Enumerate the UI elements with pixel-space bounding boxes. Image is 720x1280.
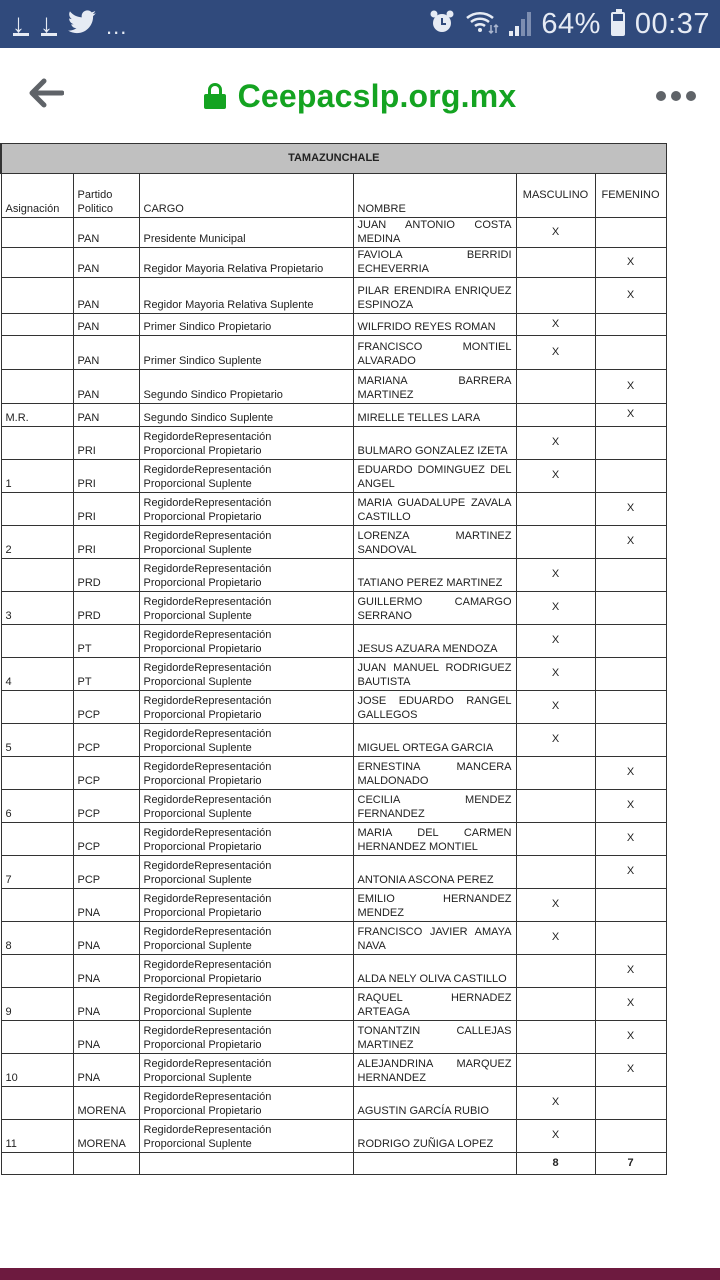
table-row bbox=[1, 404, 666, 427]
cell-nombre bbox=[353, 889, 516, 922]
cell-femenino: X bbox=[595, 790, 666, 823]
download-icon bbox=[12, 11, 30, 37]
cell-masculino: X bbox=[516, 691, 595, 724]
cell-nombre bbox=[353, 823, 516, 856]
lock-icon bbox=[204, 83, 226, 109]
cell-asignacion bbox=[1, 218, 73, 248]
cell-cargo: RegidordeRepresentación Proporcional Suplente bbox=[139, 724, 353, 757]
cell-nombre bbox=[353, 336, 516, 370]
cell-nombre bbox=[353, 559, 516, 592]
cell-cargo: RegidordeRepresentación Proporcional Propietario bbox=[139, 493, 353, 526]
cell-asignacion: 2 bbox=[1, 526, 73, 559]
cell-asignacion: 4 bbox=[1, 658, 73, 691]
cell-masculino bbox=[516, 955, 595, 988]
nombre-text: TATIANO PEREZ MARTINEZ bbox=[357, 576, 503, 589]
download-icon bbox=[40, 11, 58, 37]
cell-partido: PNA bbox=[73, 1054, 139, 1087]
totals-row bbox=[1, 1153, 666, 1175]
table-row bbox=[1, 370, 666, 404]
cell-femenino: X bbox=[595, 757, 666, 790]
cell-partido: PAN bbox=[73, 278, 139, 314]
cell-cargo: Regidor Mayoria Relativa Propietario bbox=[139, 248, 353, 278]
cell-cargo: RegidordeRepresentación Proporcional Propietario bbox=[139, 889, 353, 922]
nombre-text: FRANCISCO MONTIEL ALVARADO bbox=[357, 341, 512, 367]
cell-masculino bbox=[516, 988, 595, 1021]
cell-partido: PRI bbox=[73, 526, 139, 559]
cell-nombre bbox=[353, 404, 516, 427]
cell-femenino bbox=[595, 1120, 666, 1153]
header-cargo: CARGO bbox=[139, 174, 353, 218]
cell-femenino bbox=[595, 1087, 666, 1120]
cell-femenino bbox=[595, 691, 666, 724]
nombre-text: LORENZA MARTINEZ SANDOVAL bbox=[357, 530, 512, 556]
nombre-text: MARIA DEL CARMEN HERNANDEZ MONTIEL bbox=[357, 827, 512, 853]
results-table bbox=[0, 143, 667, 1175]
nombre-text: EDUARDO DOMINGUEZ DEL ANGEL bbox=[357, 464, 512, 490]
cell-masculino bbox=[516, 856, 595, 889]
cell-femenino bbox=[595, 922, 666, 955]
nombre-text: WILFRIDO REYES ROMAN bbox=[357, 320, 496, 333]
cell-nombre bbox=[353, 856, 516, 889]
cell-asignacion: 1 bbox=[1, 460, 73, 493]
nombre-text: FRANCISCO JAVIER AMAYA NAVA bbox=[357, 926, 512, 952]
cell-partido: PAN bbox=[73, 248, 139, 278]
cell-nombre bbox=[353, 625, 516, 658]
cell-masculino: X bbox=[516, 1087, 595, 1120]
cell-cargo: RegidordeRepresentación Proporcional Propietario bbox=[139, 1087, 353, 1120]
cell-femenino: X bbox=[595, 1021, 666, 1054]
cell-masculino: X bbox=[516, 427, 595, 460]
table-row bbox=[1, 691, 666, 724]
cell-masculino: X bbox=[516, 889, 595, 922]
cell-cargo: Segundo Sindico Suplente bbox=[139, 404, 353, 427]
cell-nombre bbox=[353, 248, 516, 278]
header-nombre: NOMBRE bbox=[353, 174, 516, 218]
header-row bbox=[1, 174, 666, 218]
cell-partido: PNA bbox=[73, 889, 139, 922]
cell-femenino bbox=[595, 559, 666, 592]
more-options-button[interactable] bbox=[656, 91, 696, 101]
cell-asignacion bbox=[1, 370, 73, 404]
nombre-text: EMILIO HERNANDEZ MENDEZ bbox=[357, 893, 512, 919]
cell-partido: PCP bbox=[73, 790, 139, 823]
cell-nombre bbox=[353, 218, 516, 248]
cell-cargo: RegidordeRepresentación Proporcional Suplente bbox=[139, 526, 353, 559]
nombre-text: JUAN MANUEL RODRIGUEZ BAUTISTA bbox=[357, 662, 512, 688]
nombre-text: FAVIOLA BERRIDI ECHEVERRIA bbox=[357, 249, 512, 275]
cell-asignacion bbox=[1, 889, 73, 922]
cell-partido: PRI bbox=[73, 460, 139, 493]
empty-cell bbox=[1, 1153, 73, 1175]
cell-nombre bbox=[353, 790, 516, 823]
nombre-text: PILAR ERENDIRA ENRIQUEZ ESPINOZA bbox=[357, 285, 512, 311]
empty-cell bbox=[73, 1153, 139, 1175]
cell-nombre bbox=[353, 757, 516, 790]
cell-partido: PCP bbox=[73, 724, 139, 757]
cell-asignacion: 7 bbox=[1, 856, 73, 889]
cell-nombre bbox=[353, 1021, 516, 1054]
table-row bbox=[1, 658, 666, 691]
cell-asignacion bbox=[1, 559, 73, 592]
table-row bbox=[1, 427, 666, 460]
cell-partido: PAN bbox=[73, 218, 139, 248]
cell-cargo: RegidordeRepresentación Proporcional Suplente bbox=[139, 988, 353, 1021]
cell-partido: PT bbox=[73, 658, 139, 691]
nombre-text: JOSE EDUARDO RANGEL GALLEGOS bbox=[357, 695, 512, 721]
cell-femenino bbox=[595, 724, 666, 757]
cell-asignacion bbox=[1, 1021, 73, 1054]
cell-femenino bbox=[595, 658, 666, 691]
cell-cargo: RegidordeRepresentación Proporcional Propietario bbox=[139, 757, 353, 790]
url-text: Ceepacslp.org.mx bbox=[237, 77, 517, 114]
cell-femenino bbox=[595, 625, 666, 658]
cell-nombre bbox=[353, 691, 516, 724]
cell-masculino: X bbox=[516, 314, 595, 336]
cell-nombre bbox=[353, 1054, 516, 1087]
cell-femenino bbox=[595, 336, 666, 370]
cell-nombre bbox=[353, 922, 516, 955]
cell-nombre bbox=[353, 460, 516, 493]
cell-masculino bbox=[516, 823, 595, 856]
address-bar[interactable] bbox=[204, 78, 517, 115]
cell-partido: PRI bbox=[73, 427, 139, 460]
cell-nombre bbox=[353, 278, 516, 314]
battery-percent: 64% bbox=[541, 7, 601, 40]
cell-partido: PCP bbox=[73, 856, 139, 889]
cell-femenino bbox=[595, 427, 666, 460]
back-button[interactable] bbox=[28, 77, 64, 115]
cell-cargo: RegidordeRepresentación Proporcional Suplente bbox=[139, 790, 353, 823]
table-row bbox=[1, 336, 666, 370]
cell-asignacion bbox=[1, 248, 73, 278]
cell-asignacion bbox=[1, 955, 73, 988]
header-partido: Partido Politico bbox=[73, 174, 139, 218]
cell-partido: PRD bbox=[73, 592, 139, 625]
cell-masculino: X bbox=[516, 658, 595, 691]
cell-femenino: X bbox=[595, 248, 666, 278]
cell-partido: PRD bbox=[73, 559, 139, 592]
cell-masculino bbox=[516, 404, 595, 427]
nombre-text: MARIANA BARRERA MARTINEZ bbox=[357, 375, 512, 401]
table-row bbox=[1, 625, 666, 658]
cell-asignacion: M.R. bbox=[1, 404, 73, 427]
cell-nombre bbox=[353, 526, 516, 559]
cell-femenino bbox=[595, 460, 666, 493]
nombre-text: MARIA GUADALUPE ZAVALA CASTILLO bbox=[357, 497, 512, 523]
cell-asignacion bbox=[1, 427, 73, 460]
table-row bbox=[1, 955, 666, 988]
cell-nombre bbox=[353, 955, 516, 988]
cell-masculino: X bbox=[516, 1120, 595, 1153]
cell-asignacion: 6 bbox=[1, 790, 73, 823]
table-row bbox=[1, 757, 666, 790]
cell-cargo: RegidordeRepresentación Proporcional Propietario bbox=[139, 691, 353, 724]
cell-partido: PAN bbox=[73, 314, 139, 336]
cell-masculino bbox=[516, 526, 595, 559]
nombre-text: JUAN ANTONIO COSTA MEDINA bbox=[357, 219, 512, 245]
cell-partido: PAN bbox=[73, 404, 139, 427]
cell-asignacion bbox=[1, 1087, 73, 1120]
page-content bbox=[0, 143, 720, 1175]
cell-nombre bbox=[353, 1087, 516, 1120]
dot-icon bbox=[656, 91, 666, 101]
cell-femenino: X bbox=[595, 526, 666, 559]
cell-femenino bbox=[595, 218, 666, 248]
cell-asignacion bbox=[1, 625, 73, 658]
cell-partido: MORENA bbox=[73, 1087, 139, 1120]
cell-partido: PT bbox=[73, 625, 139, 658]
cell-cargo: RegidordeRepresentación Proporcional Suplente bbox=[139, 922, 353, 955]
cell-cargo: RegidordeRepresentación Proporcional Suplente bbox=[139, 1120, 353, 1153]
wifi-icon bbox=[465, 9, 499, 40]
nombre-text: RODRIGO ZUÑIGA LOPEZ bbox=[357, 1137, 494, 1150]
empty-cell bbox=[139, 1153, 353, 1175]
table-row bbox=[1, 1120, 666, 1153]
cell-nombre bbox=[353, 370, 516, 404]
cell-masculino: X bbox=[516, 559, 595, 592]
table-row bbox=[1, 493, 666, 526]
dot-icon bbox=[686, 91, 696, 101]
nombre-text: BULMARO GONZALEZ IZETA bbox=[357, 444, 508, 457]
cell-asignacion: 5 bbox=[1, 724, 73, 757]
cell-cargo: RegidordeRepresentación Proporcional Suplente bbox=[139, 1054, 353, 1087]
cell-partido: PCP bbox=[73, 757, 139, 790]
cell-nombre bbox=[353, 314, 516, 336]
nombre-text: ALDA NELY OLIVA CASTILLO bbox=[357, 972, 507, 985]
cell-masculino: X bbox=[516, 592, 595, 625]
more-notifications-indicator: ... bbox=[106, 14, 128, 39]
table-row bbox=[1, 526, 666, 559]
total-masculino: 8 bbox=[516, 1153, 595, 1175]
cell-femenino: X bbox=[595, 1054, 666, 1087]
cell-femenino: X bbox=[595, 988, 666, 1021]
cell-partido: PCP bbox=[73, 823, 139, 856]
table-row bbox=[1, 1021, 666, 1054]
table-row bbox=[1, 278, 666, 314]
cell-masculino bbox=[516, 248, 595, 278]
cell-asignacion bbox=[1, 691, 73, 724]
cell-asignacion: 11 bbox=[1, 1120, 73, 1153]
cell-nombre bbox=[353, 724, 516, 757]
cell-cargo: Primer Sindico Propietario bbox=[139, 314, 353, 336]
battery-icon bbox=[611, 12, 625, 36]
cell-partido: PCP bbox=[73, 691, 139, 724]
cell-nombre bbox=[353, 988, 516, 1021]
nombre-text: RAQUEL HERNADEZ ARTEAGA bbox=[357, 992, 512, 1018]
table-row bbox=[1, 314, 666, 336]
table-row bbox=[1, 460, 666, 493]
header-masculino: MASCULINO bbox=[516, 174, 595, 218]
table-row bbox=[1, 1054, 666, 1087]
cell-nombre bbox=[353, 427, 516, 460]
cell-masculino bbox=[516, 790, 595, 823]
cell-asignacion bbox=[1, 757, 73, 790]
nombre-text: AGUSTIN GARCÍA RUBIO bbox=[357, 1104, 489, 1117]
cell-asignacion: 3 bbox=[1, 592, 73, 625]
nombre-text: CECILIA MENDEZ FERNANDEZ bbox=[357, 794, 512, 820]
cell-cargo: RegidordeRepresentación Proporcional Suplente bbox=[139, 460, 353, 493]
clock: 00:37 bbox=[634, 7, 710, 40]
cell-femenino bbox=[595, 889, 666, 922]
cell-asignacion bbox=[1, 493, 73, 526]
signal-icon bbox=[509, 12, 531, 36]
cell-cargo: Regidor Mayoria Relativa Suplente bbox=[139, 278, 353, 314]
cell-partido: PRI bbox=[73, 493, 139, 526]
table-row bbox=[1, 823, 666, 856]
cell-femenino: X bbox=[595, 955, 666, 988]
empty-cell bbox=[353, 1153, 516, 1175]
table-row bbox=[1, 724, 666, 757]
cell-femenino: X bbox=[595, 370, 666, 404]
nombre-text: MIRELLE TELLES LARA bbox=[357, 411, 481, 424]
table-row bbox=[1, 889, 666, 922]
cell-cargo: Primer Sindico Suplente bbox=[139, 336, 353, 370]
cell-femenino: X bbox=[595, 404, 666, 427]
cell-masculino: X bbox=[516, 460, 595, 493]
cell-asignacion bbox=[1, 278, 73, 314]
browser-toolbar bbox=[0, 48, 720, 144]
cell-masculino: X bbox=[516, 922, 595, 955]
title-row bbox=[1, 144, 666, 174]
cell-masculino bbox=[516, 757, 595, 790]
total-femenino: 7 bbox=[595, 1153, 666, 1175]
cell-cargo: RegidordeRepresentación Proporcional Propietario bbox=[139, 427, 353, 460]
status-bar bbox=[0, 0, 720, 48]
table-row bbox=[1, 248, 666, 278]
cell-partido: PNA bbox=[73, 955, 139, 988]
table-row bbox=[1, 790, 666, 823]
cell-nombre bbox=[353, 493, 516, 526]
table-row bbox=[1, 592, 666, 625]
cell-masculino bbox=[516, 278, 595, 314]
twitter-icon bbox=[68, 10, 96, 38]
cell-nombre bbox=[353, 658, 516, 691]
cell-asignacion bbox=[1, 314, 73, 336]
cell-asignacion: 9 bbox=[1, 988, 73, 1021]
cell-masculino bbox=[516, 1054, 595, 1087]
cell-masculino bbox=[516, 370, 595, 404]
cell-cargo: RegidordeRepresentación Proporcional Propietario bbox=[139, 823, 353, 856]
cell-femenino bbox=[595, 592, 666, 625]
cell-partido: PAN bbox=[73, 336, 139, 370]
cell-cargo: RegidordeRepresentación Proporcional Suplente bbox=[139, 592, 353, 625]
nombre-text: JESUS AZUARA MENDOZA bbox=[357, 642, 498, 655]
bottom-bar bbox=[0, 1268, 720, 1280]
nombre-text: ALEJANDRINA MARQUEZ HERNANDEZ bbox=[357, 1058, 512, 1084]
header-asignacion: Asignación bbox=[1, 174, 73, 218]
cell-femenino: X bbox=[595, 856, 666, 889]
cell-masculino: X bbox=[516, 724, 595, 757]
table-row bbox=[1, 988, 666, 1021]
cell-masculino bbox=[516, 493, 595, 526]
table-row bbox=[1, 218, 666, 248]
cell-asignacion bbox=[1, 823, 73, 856]
table-row bbox=[1, 856, 666, 889]
nombre-text: TONANTZIN CALLEJAS MARTINEZ bbox=[357, 1025, 512, 1051]
cell-cargo: Segundo Sindico Propietario bbox=[139, 370, 353, 404]
table-row bbox=[1, 1087, 666, 1120]
cell-nombre bbox=[353, 592, 516, 625]
table-row bbox=[1, 922, 666, 955]
table-title: TAMAZUNCHALE bbox=[1, 144, 666, 174]
cell-cargo: RegidordeRepresentación Proporcional Propietario bbox=[139, 625, 353, 658]
cell-masculino: X bbox=[516, 218, 595, 248]
nombre-text: GUILLERMO CAMARGO SERRANO bbox=[357, 596, 512, 622]
nombre-text: ERNESTINA MANCERA MALDONADO bbox=[357, 761, 512, 787]
cell-partido: PNA bbox=[73, 1021, 139, 1054]
alarm-icon bbox=[429, 9, 455, 40]
cell-masculino: X bbox=[516, 625, 595, 658]
table-row bbox=[1, 559, 666, 592]
cell-femenino: X bbox=[595, 493, 666, 526]
cell-partido: MORENA bbox=[73, 1120, 139, 1153]
cell-partido: PNA bbox=[73, 988, 139, 1021]
cell-partido: PNA bbox=[73, 922, 139, 955]
cell-masculino: X bbox=[516, 336, 595, 370]
nombre-text: MIGUEL ORTEGA GARCIA bbox=[357, 741, 494, 754]
cell-cargo: RegidordeRepresentación Proporcional Suplente bbox=[139, 856, 353, 889]
cell-cargo: RegidordeRepresentación Proporcional Propietario bbox=[139, 955, 353, 988]
header-femenino: FEMENINO bbox=[595, 174, 666, 218]
cell-cargo: RegidordeRepresentación Proporcional Propietario bbox=[139, 1021, 353, 1054]
cell-femenino bbox=[595, 314, 666, 336]
cell-asignacion: 10 bbox=[1, 1054, 73, 1087]
nombre-text: ANTONIA ASCONA PEREZ bbox=[357, 873, 494, 886]
cell-femenino: X bbox=[595, 823, 666, 856]
cell-partido: PAN bbox=[73, 370, 139, 404]
cell-cargo: Presidente Municipal bbox=[139, 218, 353, 248]
cell-masculino bbox=[516, 1021, 595, 1054]
cell-cargo: RegidordeRepresentación Proporcional Propietario bbox=[139, 559, 353, 592]
cell-asignacion bbox=[1, 336, 73, 370]
cell-nombre bbox=[353, 1120, 516, 1153]
cell-femenino: X bbox=[595, 278, 666, 314]
dot-icon bbox=[671, 91, 681, 101]
cell-cargo: RegidordeRepresentación Proporcional Suplente bbox=[139, 658, 353, 691]
cell-asignacion: 8 bbox=[1, 922, 73, 955]
